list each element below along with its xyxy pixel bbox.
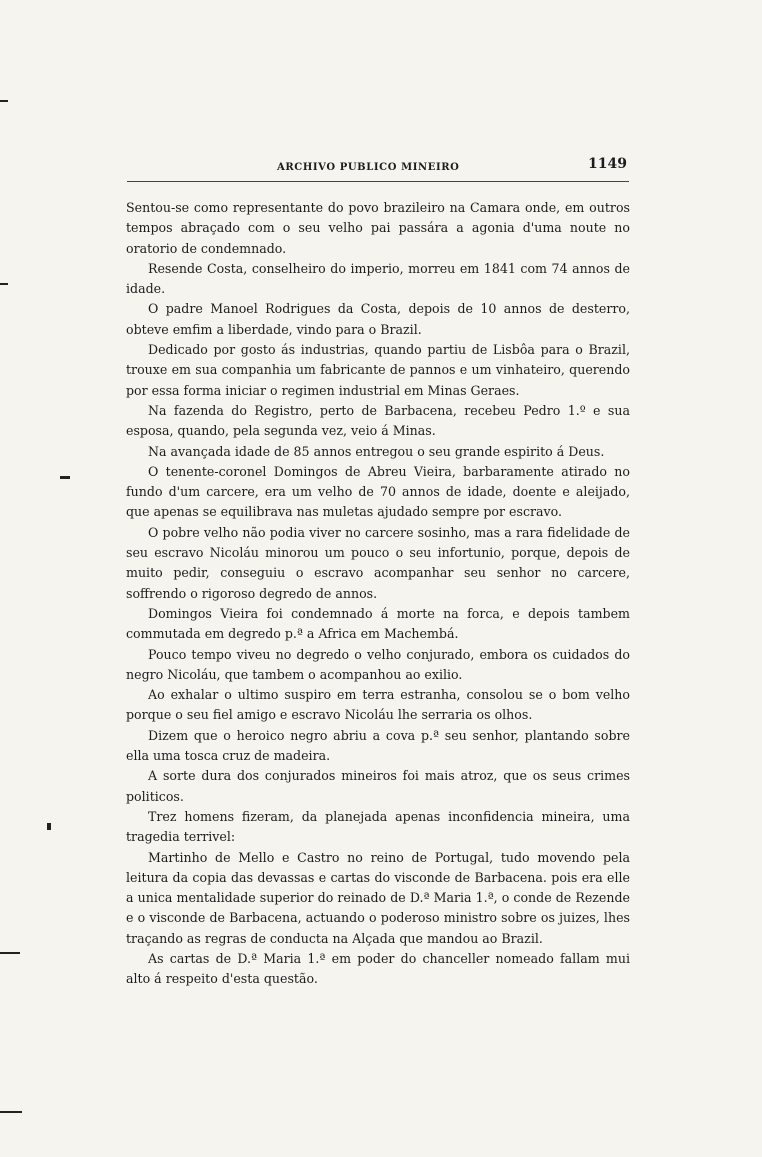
binding-mark [60, 476, 70, 479]
binding-mark [47, 823, 51, 830]
paragraph: Resende Costa, conselheiro do imperio, morreu em 1841 com 74 annos de idade. [126, 260, 630, 297]
paragraph: Trez homens fizeram, da planejada apenas inconfidencia mineira, uma tragedia terrivel: [126, 808, 630, 845]
binding-mark [0, 952, 20, 954]
paragraph: O padre Manoel Rodrigues da Costa, depois de 10 annos de desterro, obteve emfim a liberdade, vindo para o Brazil. [126, 301, 630, 337]
paragraph: Domingos Vieira foi condemnado á morte na forca, e depois tambem commutada em degredo p.ª a Africa em Machembá. [126, 605, 630, 642]
paragraph: A sorte dura dos conjurados mineiros foi mais atroz, que os seus crimes politicos. [126, 768, 630, 804]
paragraph: Pouco tempo viveu no degredo o velho conjurado, embora os cuidados do negro Nicoláu, que tambem o acompanhou ao exilio. [126, 646, 630, 682]
paragraph: Dizem que o heroico negro abriu a cova p.ª seu senhor, plantando sobre ella uma tosca cruz de madeira. [126, 727, 630, 764]
body-text [126, 198, 630, 990]
binding-mark [0, 283, 8, 285]
binding-mark [0, 1111, 22, 1113]
paragraph: Sentou-se como representante do povo brazileiro na Camara onde, em outros tempos abraçado com o seu velho pai passára a agonia d'uma noute no oratorio de condemnado. [126, 200, 630, 256]
page-header [127, 156, 627, 178]
binding-mark [0, 100, 8, 102]
paragraph: O tenente-coronel Domingos de Abreu Vieira, barbaramente atirado no fundo d'um carcere, era um velho de 70 annos de idade, doente e aleijado, que apenas se equilibrava nas muletas ajudado sempre por escravo. [126, 463, 630, 520]
header-rule [127, 181, 629, 182]
paragraph: Na fazenda do Registro, perto de Barbacena, recebeu Pedro 1.º e sua esposa, quando, pela segunda vez, veio á Minas. [126, 402, 630, 439]
paragraph: Na avançada idade de 85 annos entregou o seu grande espirito á Deus. [148, 443, 605, 459]
paragraph: As cartas de D.ª Maria 1.ª em poder do chanceller nomeado fallam mui alto á respeito d'esta questão. [126, 950, 630, 987]
paragraph: Ao exhalar o ultimo suspiro em terra estranha, consolou se o bom velho porque o seu fiel amigo e escravo Nicoláu lhe serraria os olhos. [126, 687, 630, 723]
paragraph: Martinho de Mello e Castro no reino de Portugal, tudo movendo pela leitura da copia das devassas e cartas do visconde de Barbacena. pois era elle a unica mentalidade superior do reinado de D.ª Maria 1.ª, o conde de Rezende e o visconde de Barbacena, actuando o poderoso ministro sobre os juizes, lhes traçando as regras de conducta na Alçada que mandou ao Brazil. [126, 849, 630, 946]
page-number: 1149 [588, 156, 627, 172]
running-title: ARCHIVO PUBLICO MINEIRO [277, 162, 460, 173]
paragraph: Dedicado por gosto ás industrias, quando partiu de Lisbôa para o Brazil, trouxe em sua companhia um fabricante de pannos e um vinhateiro, querendo por essa forma iniciar o regimen industrial em Minas Geraes. [126, 342, 630, 398]
paragraph: O pobre velho não podia viver no carcere sosinho, mas a rara fidelidade de seu escravo Nicoláu minorou um pouco o seu infortunio, porque, depois de muito pedir, conseguiu o escravo acompanhar seu senhor no carcere, soffrendo o rigoroso degredo de annos. [126, 524, 630, 601]
